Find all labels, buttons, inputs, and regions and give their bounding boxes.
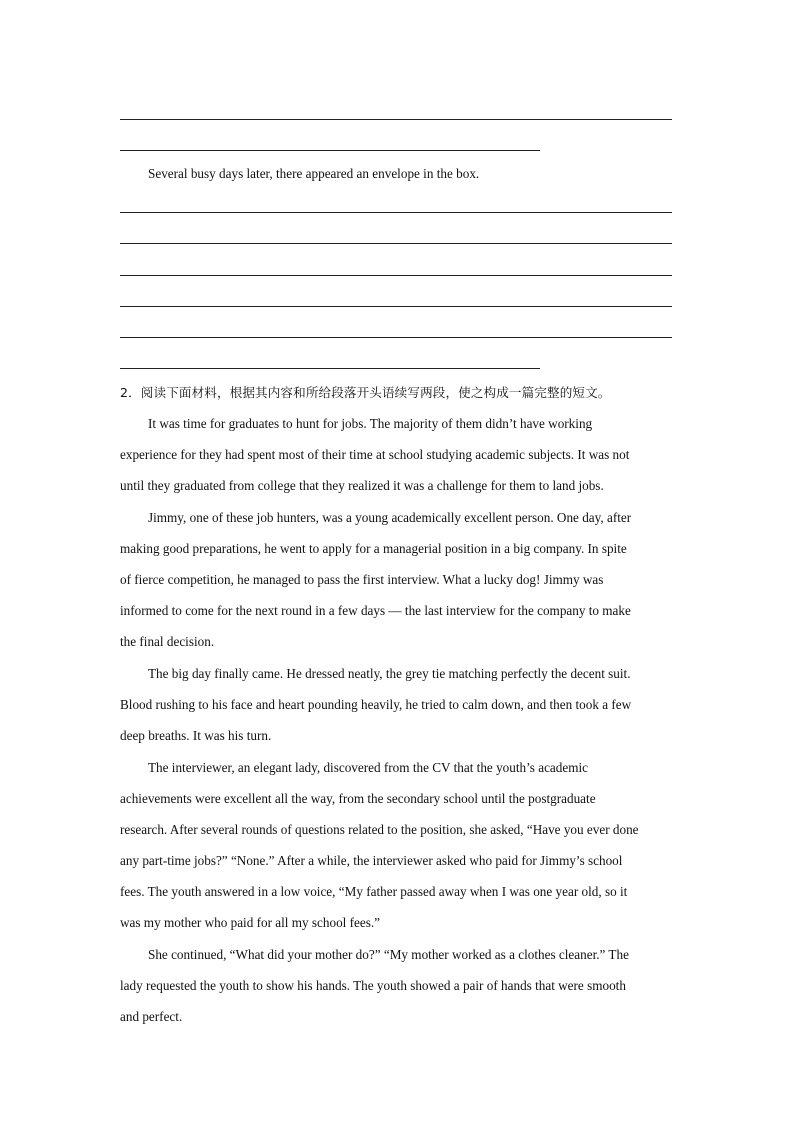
writing-line	[120, 275, 672, 276]
writing-line	[120, 212, 672, 213]
passage-line: It was time for graduates to hunt for jobs. The majority of them didn’t have working	[148, 416, 593, 431]
passage-line: any part-time jobs?” “None.” After a while, the interviewer asked who paid for Jimmy’s school	[120, 853, 623, 868]
passage-line: informed to come for the next round in a few days — the last interview for the company to make	[120, 603, 631, 618]
passage-line: the final decision.	[120, 634, 215, 649]
paragraph-opening-line: Several busy days later, there appeared an envelope in the box.	[148, 166, 480, 181]
passage-line: of fierce competition, he managed to pass the first interview. What a lucky dog! Jimmy was	[120, 572, 604, 587]
passage-line: achievements were excellent all the way, from the secondary school until the postgraduate	[120, 791, 596, 806]
writing-line	[120, 243, 672, 244]
passage-line: lady requested the youth to show his hands. The youth showed a pair of hands that were smooth	[120, 978, 626, 993]
passage-line: deep breaths. It was his turn.	[120, 728, 272, 743]
passage-line: The big day finally came. He dressed neatly, the grey tie matching perfectly the decent suit.	[148, 666, 631, 681]
passage-line: until they graduated from college that they realized it was a challenge for them to land jobs.	[120, 478, 604, 493]
writing-line	[120, 306, 672, 307]
writing-line	[120, 119, 672, 120]
question-instruction: 2．阅读下面材料，根据其内容和所给段落开头语续写两段，使之构成一篇完整的短文。	[120, 385, 611, 400]
passage-line: She continued, “What did your mother do?” “My mother worked as a clothes cleaner.” The	[148, 947, 629, 962]
passage-line: The interviewer, an elegant lady, discovered from the CV that the youth’s academic	[148, 760, 588, 775]
passage-line: was my mother who paid for all my school fees.”	[120, 915, 381, 930]
writing-line	[120, 368, 540, 369]
writing-line	[120, 150, 540, 151]
passage-line: Jimmy, one of these job hunters, was a young academically excellent person. One day, after	[148, 510, 632, 525]
passage-line: fees. The youth answered in a low voice, “My father passed away when I was one year old, so it	[120, 884, 628, 899]
passage-line: research. After several rounds of questions related to the position, she asked, “Have you ever done	[120, 822, 639, 837]
passage-line: Blood rushing to his face and heart pounding heavily, he tried to calm down, and then took a few	[120, 697, 632, 712]
passage-line: and perfect.	[120, 1009, 183, 1024]
writing-line	[120, 337, 672, 338]
passage-line: making good preparations, he went to apply for a managerial position in a big company. In spite	[120, 541, 627, 556]
passage-line: experience for they had spent most of their time at school studying academic subjects. It was not	[120, 447, 630, 462]
